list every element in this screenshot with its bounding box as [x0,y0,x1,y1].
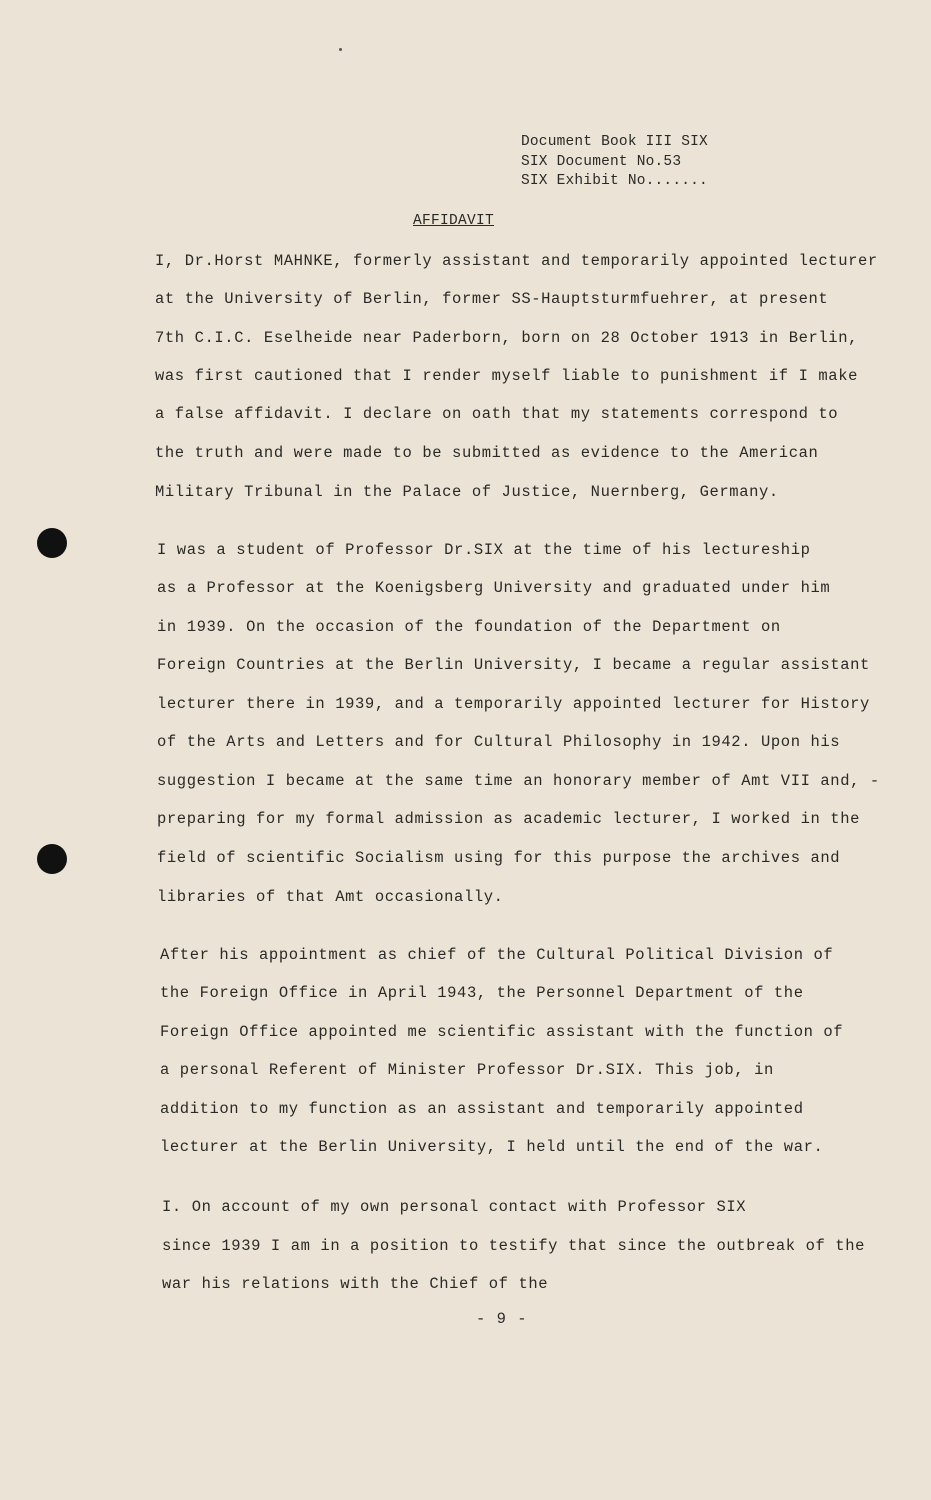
text-line: I. On account of my own personal contact with Professor SIX [162,1198,747,1216]
text-line: 7th C.I.C. Eselheide near Paderborn, born on 28 October 1913 in Berlin, [155,329,859,347]
punch-hole [37,528,67,558]
document-reference-block [521,133,708,192]
page-number: - 9 - [476,1310,528,1328]
text-line: as a Professor at the Koenigsberg University and graduated under him [157,579,831,597]
text-line: I was a student of Professor Dr.SIX at the time of his lectureship [157,541,811,559]
text-line: lecturer there in 1939, and a temporarily appointed lecturer for History [157,695,870,713]
text-line: After his appointment as chief of the Cultural Political Division of [160,946,834,964]
text-line: was first cautioned that I render myself liable to punishment if I make [155,367,859,385]
text-line: libraries of that Amt occasionally. [157,888,504,906]
text-line: of the Arts and Letters and for Cultural Philosophy in 1942. Upon his [157,733,841,751]
text-line: at the University of Berlin, former SS-Hauptsturmfuehrer, at present [155,290,829,308]
text-line: a personal Referent of Minister Professor Dr.SIX. This job, in [160,1061,774,1079]
text-line: in 1939. On the occasion of the foundation of the Department on [157,618,781,636]
text-line: I, Dr.Horst MAHNKE, formerly assistant and temporarily appointed lecturer [155,252,878,270]
text-line: Foreign Office appointed me scientific assistant with the function of [160,1023,844,1041]
text-line: since 1939 I am in a position to testify that since the outbreak of the [162,1237,866,1255]
text-line: field of scientific Socialism using for this purpose the archives and [157,849,841,867]
text-line: preparing for my formal admission as academic lecturer, I worked in the [157,810,861,828]
text-line: lecturer at the Berlin University, I held until the end of the war. [160,1138,824,1156]
speck [339,48,342,51]
text-line: Military Tribunal in the Palace of Justice, Nuernberg, Germany. [155,483,779,501]
text-line: a false affidavit. I declare on oath that my statements correspond to [155,405,839,423]
text-line: suggestion I became at the same time an honorary member of Amt VII and, - [157,772,880,790]
text-line: the Foreign Office in April 1943, the Personnel Department of the [160,984,804,1002]
punch-hole [37,844,67,874]
document-number-line: SIX Document No.53 [521,153,682,170]
text-line: war his relations with the Chief of the [162,1275,549,1293]
document-title: AFFIDAVIT [413,213,495,229]
exhibit-number-line: SIX Exhibit No....... [521,173,708,189]
text-line: addition to my function as an assistant and temporarily appointed [160,1100,804,1118]
text-line: the truth and were made to be submitted as evidence to the American [155,444,819,462]
text-line: Foreign Countries at the Berlin University, I became a regular assistant [157,656,870,674]
document-book-line: Document Book III SIX [521,134,708,150]
